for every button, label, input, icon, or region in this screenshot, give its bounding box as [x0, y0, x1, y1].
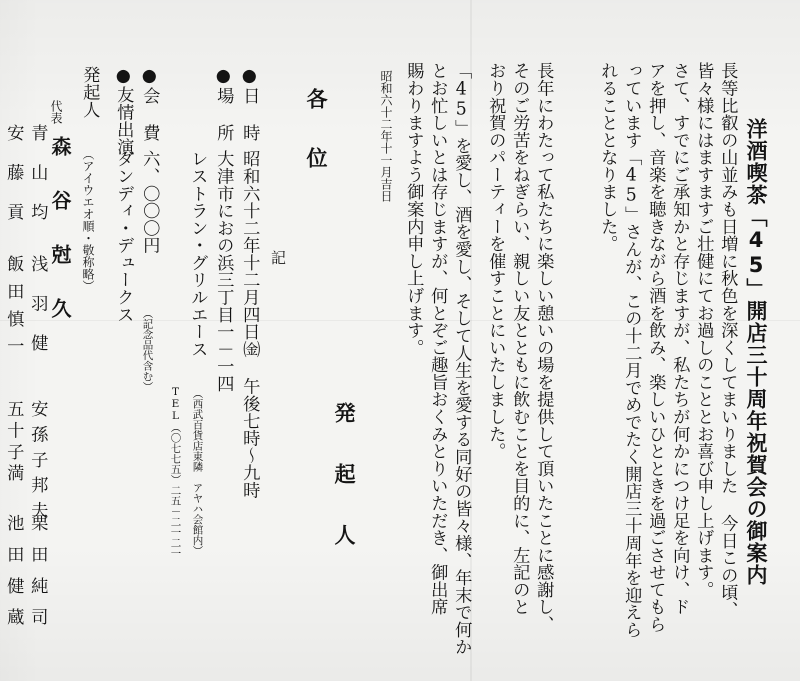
body-line: さて、すでにご承知かと存じますが、私たちが何かにつけ足を向け、ド [669, 62, 690, 616]
date-value: 昭和六十二年十二月四日㈮ 午後七時～九時 [239, 150, 260, 499]
place-note: （西武百貨店東隣 アヤハ会館内） [191, 388, 204, 556]
body-line: アを押し、音楽を聴きながら酒を飲み、楽しいひとときを過ごさせてもら [645, 62, 666, 633]
body-line: 賜わりますよう御案内申し上げます。 [403, 62, 424, 356]
member-name: 青山均 [27, 124, 48, 242]
guest-label: ●友情出演 [113, 66, 134, 156]
body-line: れることとなりました。 [597, 62, 618, 253]
guest-value: ダンディ・デュークス [113, 150, 134, 323]
date-label: ●日 時 [239, 66, 260, 142]
body-line: とお忙しいとは存じますが、何とぞご趣旨おくみとりいただき、御出席 [427, 62, 448, 616]
hosts-signature: 発起人 [332, 402, 357, 585]
committee-note: （アイウエオ順・敬称略） [81, 148, 95, 292]
body-line: 「45」を愛し、酒を愛し、そして人生を愛する同好の皆々様、年末で何か [451, 62, 472, 656]
fee-value: 六、〇〇〇円 [139, 150, 160, 254]
place-label: ●場 所 [213, 66, 234, 142]
body-line: 長等比叡の山並みも日増に秋色を深くしてまいりました 今日この頃、 [717, 62, 738, 618]
place-value: 大津市におの浜三丁目一－一四 [213, 150, 234, 393]
body-line: そのご労苦をねぎらい、親しい友とともに飲むことを目的に、左記のと [509, 62, 530, 616]
representative-label: 代表 [49, 100, 63, 124]
ki-mark: 記 [269, 250, 287, 265]
representative-name: 森谷尅久 [48, 136, 72, 352]
member-name: 浅羽健 [27, 255, 48, 373]
member-name: 五十子満 [3, 400, 24, 486]
body-line: おり祝賀のパーティーを催すことにいたしました。 [485, 62, 506, 460]
committee-label: 発起人 [79, 66, 100, 118]
fee-label: ●会 費 [139, 66, 160, 142]
body-line: 皆々様にはますますご壮健にてお過しのこととお喜び申し上げます。 [693, 62, 714, 598]
body-line: っています「45」さんが、この十二月でめでたく開店三十周年を迎えら [621, 62, 642, 638]
date-written: 昭和六十二年十一月吉日 [379, 70, 393, 202]
body-line: 長年にわたって私たちに楽しい憩いの場を提供して頂いたことに感謝し、 [533, 62, 554, 633]
member-name: 池田健蔵 [3, 514, 24, 640]
member-name: 飯田慎一 [3, 255, 24, 365]
place-tel: TEL（〇七七五）二五－二一二一 [169, 386, 182, 559]
fee-note: （記念品代含む） [141, 308, 154, 392]
place-value: レストラン・グリルエース [187, 150, 208, 358]
member-name: 安孫子邦夫 [27, 400, 48, 527]
member-name: 安藤貢 [3, 124, 24, 242]
member-name: 栗田純司 [27, 514, 48, 640]
invitation-title: 洋酒喫茶「45」開店三十周年祝賀会の御案内 [744, 118, 768, 586]
addressee: 各位 [304, 88, 329, 206]
